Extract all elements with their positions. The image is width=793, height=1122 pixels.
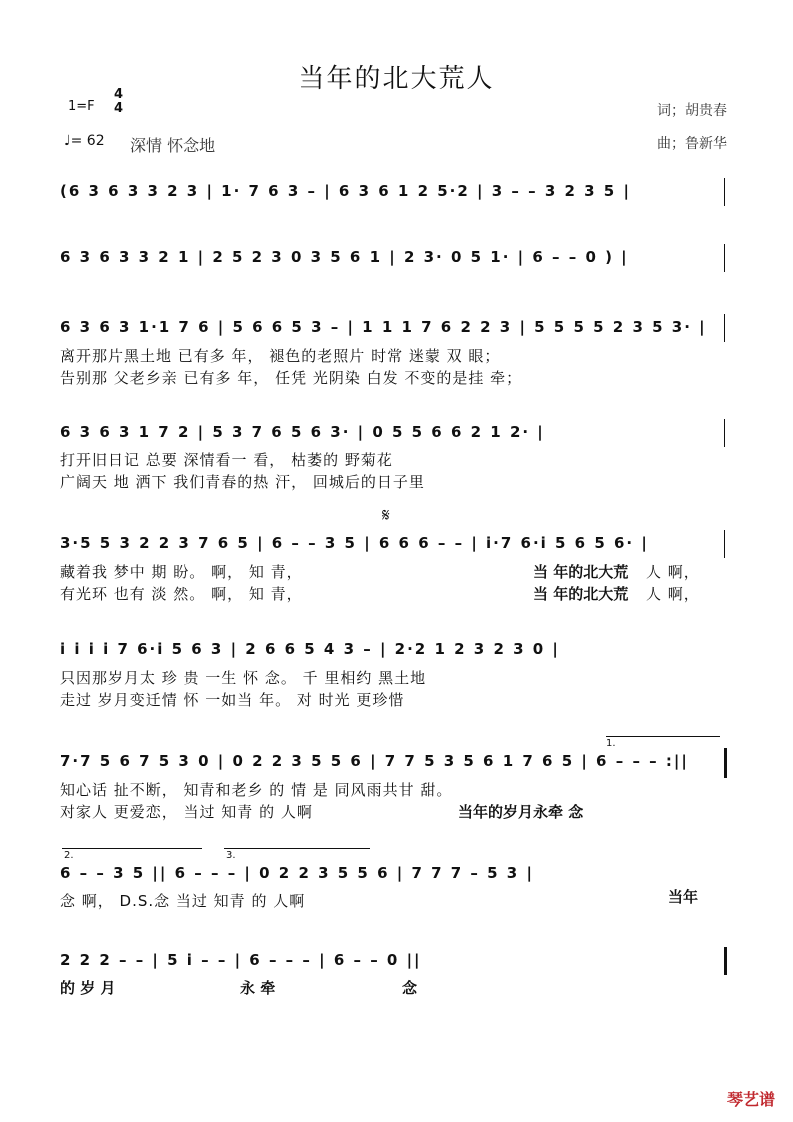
bar-line	[724, 530, 725, 558]
lyric-row-8-bold: 当年	[668, 888, 699, 906]
site-logo: 琴艺谱	[726, 1090, 775, 1109]
meter-top: 4	[114, 87, 124, 102]
final-bar	[724, 947, 727, 975]
staff-row-5: 3·5 5 3 2 2 3 7 6 5 | 6 – – 3 5 | 6 6 6 – – | i·7 6·i 5 6 5 6· |	[60, 534, 649, 552]
key-signature: 1=F	[68, 99, 95, 114]
lyric-row-7-verse-1: 知心话 扯不断， 知青和老乡 的 情 是 同风雨共甘 甜。	[60, 781, 453, 799]
staff-row-2: 6 3 6 3 3 2 1 | 2 5 2 3 0 3 5 6 1 | 2 3· 0 5 1· | 6 – – 0 ) |	[60, 248, 629, 266]
lyric-row-8-verse-1: 念 啊， D.S.念 当过 知青 的 人啊	[60, 892, 306, 910]
staff-row-8: 6 – – 3 5 || 6 – – – | 0 2 2 3 5 5 6 | 7 7 7 – 5 3 |	[60, 864, 534, 882]
lyric-row-7-verse-2: 对家人 更爱恋， 当过 知青 的 人啊	[60, 803, 313, 821]
bar-line	[724, 314, 725, 342]
lyric-row-5-bold-1: 当 年的北大荒	[533, 563, 629, 581]
lyric-row-9-bold-1: 的 岁 月	[60, 979, 116, 997]
lyric-row-5-tail-2: 人 啊，	[646, 585, 700, 603]
lyric-row-5-bold-2: 当 年的北大荒	[533, 585, 629, 603]
lyricist-credit: 词；胡贵春	[657, 103, 727, 119]
volta-3: 3.	[226, 850, 236, 861]
staff-row-7: 7·7 5 6 7 5 3 0 | 0 2 2 3 5 5 6 | 7 7 5 3 5 6 1 7 6 5 | 6 – – – :||	[60, 752, 689, 770]
lyric-row-7-bold: 当年的岁月永牵 念	[458, 803, 584, 821]
lyric-row-5-tail-1: 人 啊，	[646, 563, 700, 581]
tempo-mark: ♩= 62	[64, 133, 105, 149]
lyric-row-9-bold-3: 念	[402, 979, 418, 997]
lyric-row-3-verse-2: 告别那 父老乡亲 已有多 年， 任凭 光阴染 白发 不变的是挂 牵；	[60, 369, 523, 387]
page-title: 当年的北大荒人	[298, 64, 495, 94]
lyric-row-9-bold-2: 永 牵	[240, 979, 276, 997]
lyric-row-4-verse-2: 广阔天 地 洒下 我们青春的热 汗， 回城后的日子里	[60, 473, 425, 491]
bar-line	[724, 419, 725, 447]
meter-bottom: 4	[114, 101, 124, 116]
staff-row-6: i i i i 7 6·i 5 6 3 | 2 6 6 5 4 3 – | 2·2 1 2 3 2 3 0 |	[60, 640, 560, 658]
lyric-row-4-verse-1: 打开旧日记 总要 深情看一 看， 枯萎的 野菊花	[60, 451, 393, 469]
staff-row-9: 2 2 2 – – | 5 i – – | 6 – – – | 6 – – 0 ||	[60, 951, 422, 969]
bar-line	[724, 244, 725, 272]
staff-row-3: 6 3 6 3 1·1 7 6 | 5 6 6 5 3 – | 1 1 1 7 6 2 2 3 | 5 5 5 5 2 3 5 3· |	[60, 318, 707, 336]
composer-credit: 曲；鲁新华	[657, 136, 727, 152]
time-signature	[114, 88, 123, 116]
expression-mark: 深情 怀念地	[130, 136, 216, 155]
staff-row-1: (6 3 6 3 3 2 3 | 1· 7 6 3 – | 6 3 6 1 2 5·2 | 3 – – 3 2 3 5 |	[60, 182, 631, 200]
volta-2-bracket	[62, 848, 202, 849]
segno-sign: 𝄋	[382, 505, 390, 526]
staff-row-4: 6 3 6 3 1 7 2 | 5 3 7 6 5 6 3· | 0 5 5 6 6 2 1 2· |	[60, 423, 545, 441]
lyric-row-6-verse-2: 走过 岁月变迁情 怀 一如当 年。 对 时光 更珍惜	[60, 691, 405, 709]
lyric-row-3-verse-1: 离开那片黑土地 已有多 年， 褪色的老照片 时常 迷蒙 双 眼；	[60, 347, 501, 365]
volta-1-bracket	[606, 736, 720, 737]
lyric-row-5-verse-1: 藏着我 梦中 期 盼。 啊， 知 青，	[60, 563, 303, 581]
repeat-end-bar	[724, 748, 727, 778]
lyric-row-5-verse-2: 有光环 也有 淡 然。 啊， 知 青，	[60, 585, 303, 603]
volta-3-bracket	[224, 848, 370, 849]
lyric-row-6-verse-1: 只因那岁月太 珍 贵 一生 怀 念。 千 里相约 黑土地	[60, 669, 427, 687]
bar-line	[724, 178, 725, 206]
volta-1: 1.	[606, 738, 616, 749]
volta-2: 2.	[64, 850, 74, 861]
